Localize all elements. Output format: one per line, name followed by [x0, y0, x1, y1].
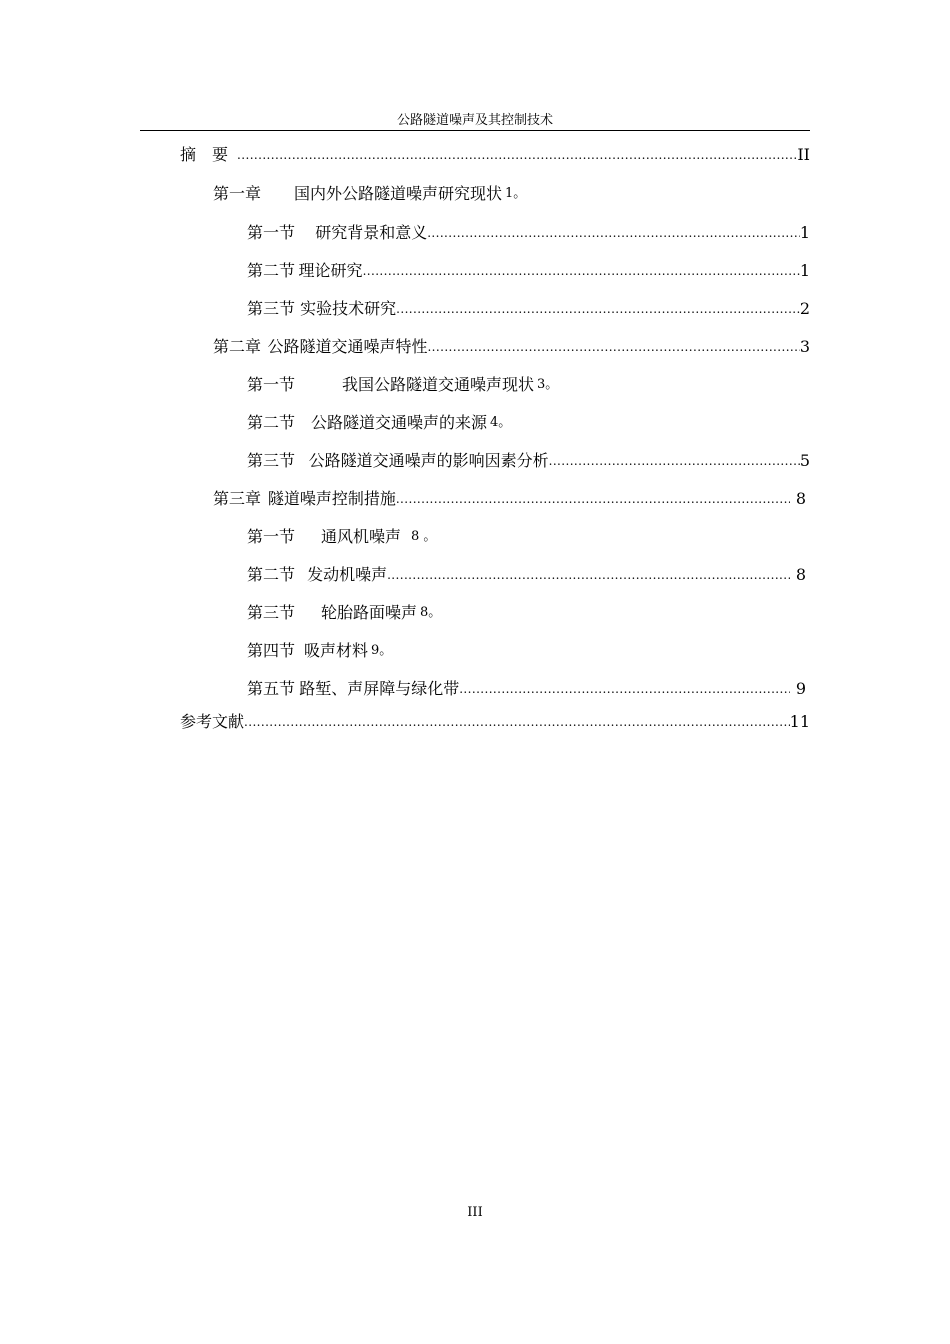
footer-page-number: III — [467, 1205, 483, 1220]
toc-page-number: 3 — [799, 337, 810, 356]
toc-section-label: 第三节 — [247, 299, 296, 318]
toc-entry-chapter-3[interactable] — [213, 486, 806, 510]
toc-section-title: 通风机噪声 — [321, 527, 402, 546]
toc-section-title: 公路隧道交通噪声的影响因素分析 — [308, 451, 549, 470]
toc-chapter-label: 第一章 — [213, 184, 262, 203]
toc-chapter-title: 公路隧道交通噪声特性 — [267, 337, 428, 356]
toc-leader-dots — [244, 714, 790, 733]
toc-section-label: 第二节 — [247, 261, 296, 280]
toc-section-title: 路堑、声屏障与绿化带 — [299, 679, 460, 698]
toc-chapter-title: 国内外公路隧道噪声研究现状 — [294, 184, 503, 203]
toc-page-number: 9 — [795, 679, 806, 698]
toc-section-title: 吸声材料 — [304, 641, 369, 660]
toc-entry-ch2-section-2[interactable] — [247, 410, 810, 434]
toc-page-number: 8 — [795, 565, 806, 584]
toc-leader-dots — [549, 453, 800, 472]
toc-chapter-title: 隧道噪声控制措施 — [267, 489, 396, 508]
toc-entry-ch3-section-1[interactable] — [247, 524, 810, 548]
toc-label: 参考文献 — [180, 712, 245, 731]
toc-entry-ch1-section-1[interactable] — [247, 220, 810, 244]
toc-section-title: 理论研究 — [298, 261, 363, 280]
running-header-title: 公路隧道噪声及其控制技术 — [396, 113, 553, 128]
toc-leader-dots — [396, 491, 790, 510]
toc-leader-dots — [427, 339, 799, 358]
toc-section-title: 实验技术研究 — [300, 299, 397, 318]
toc-entry-ch1-section-3[interactable] — [247, 296, 810, 320]
toc-chapter-label: 第三章 — [213, 489, 262, 508]
toc-page-number: 2 — [799, 299, 810, 318]
toc-page-number: II — [797, 145, 810, 164]
toc-leader-dots — [363, 263, 800, 282]
toc-entry-chapter-2[interactable] — [213, 334, 810, 358]
toc-section-label: 第一节 — [247, 375, 296, 394]
toc-leader-dots — [427, 225, 800, 244]
toc-leader-dots — [387, 567, 790, 586]
toc-section-title: 轮胎路面噪声 — [321, 603, 418, 622]
toc-section-label: 第三节 — [247, 603, 296, 622]
toc-page-number: 8 — [795, 489, 806, 508]
toc-section-label: 第一节 — [247, 223, 296, 242]
toc-section-label: 第五节 — [247, 679, 296, 698]
toc-page-number: 1 — [799, 261, 810, 280]
toc-section-label: 第二节 — [247, 413, 296, 432]
toc-entry-chapter-1[interactable] — [213, 181, 810, 205]
toc-page-number: 8。 — [420, 605, 442, 620]
toc-entry-abstract[interactable] — [180, 142, 810, 166]
toc-page-number: 5 — [799, 451, 810, 470]
toc-section-title: 发动机噪声 — [307, 565, 388, 584]
toc-entry-ch2-section-1[interactable] — [247, 372, 810, 396]
toc-section-label: 第三节 — [247, 451, 296, 470]
toc-page-number: 4。 — [490, 415, 512, 430]
toc-leader-dots — [459, 681, 790, 700]
toc-chapter-label: 第二章 — [213, 337, 262, 356]
toc-page-number: 1 — [799, 223, 810, 242]
toc-page-number: 11 — [789, 712, 810, 731]
toc-entry-ch1-section-2[interactable] — [247, 258, 810, 282]
toc-section-title: 我国公路隧道交通噪声现状 — [342, 375, 535, 394]
toc-entry-ch3-section-2[interactable] — [247, 562, 806, 586]
toc-section-title: 研究背景和意义 — [315, 223, 428, 242]
toc-entry-ch2-section-3[interactable] — [247, 448, 810, 472]
toc-entry-ch3-section-4[interactable] — [247, 638, 810, 662]
toc-section-label: 第一节 — [247, 527, 296, 546]
toc-leader-dots — [396, 301, 800, 320]
header-divider — [140, 130, 810, 131]
toc-leader-dots — [237, 147, 797, 166]
toc-entry-ch3-section-3[interactable] — [247, 600, 810, 624]
toc-page-number: 8 。 — [411, 529, 437, 544]
toc-section-label: 第四节 — [247, 641, 296, 660]
toc-section-title: 公路隧道交通噪声的来源 — [311, 413, 488, 432]
toc-page-number: 1。 — [505, 186, 527, 201]
toc-entry-ch3-section-5[interactable] — [247, 676, 806, 700]
toc-page-number: 9。 — [371, 643, 393, 658]
toc-label: 摘 要 — [180, 145, 229, 164]
toc-section-label: 第二节 — [247, 565, 296, 584]
toc-entry-references[interactable] — [180, 709, 810, 733]
toc-page-number: 3。 — [537, 377, 559, 392]
